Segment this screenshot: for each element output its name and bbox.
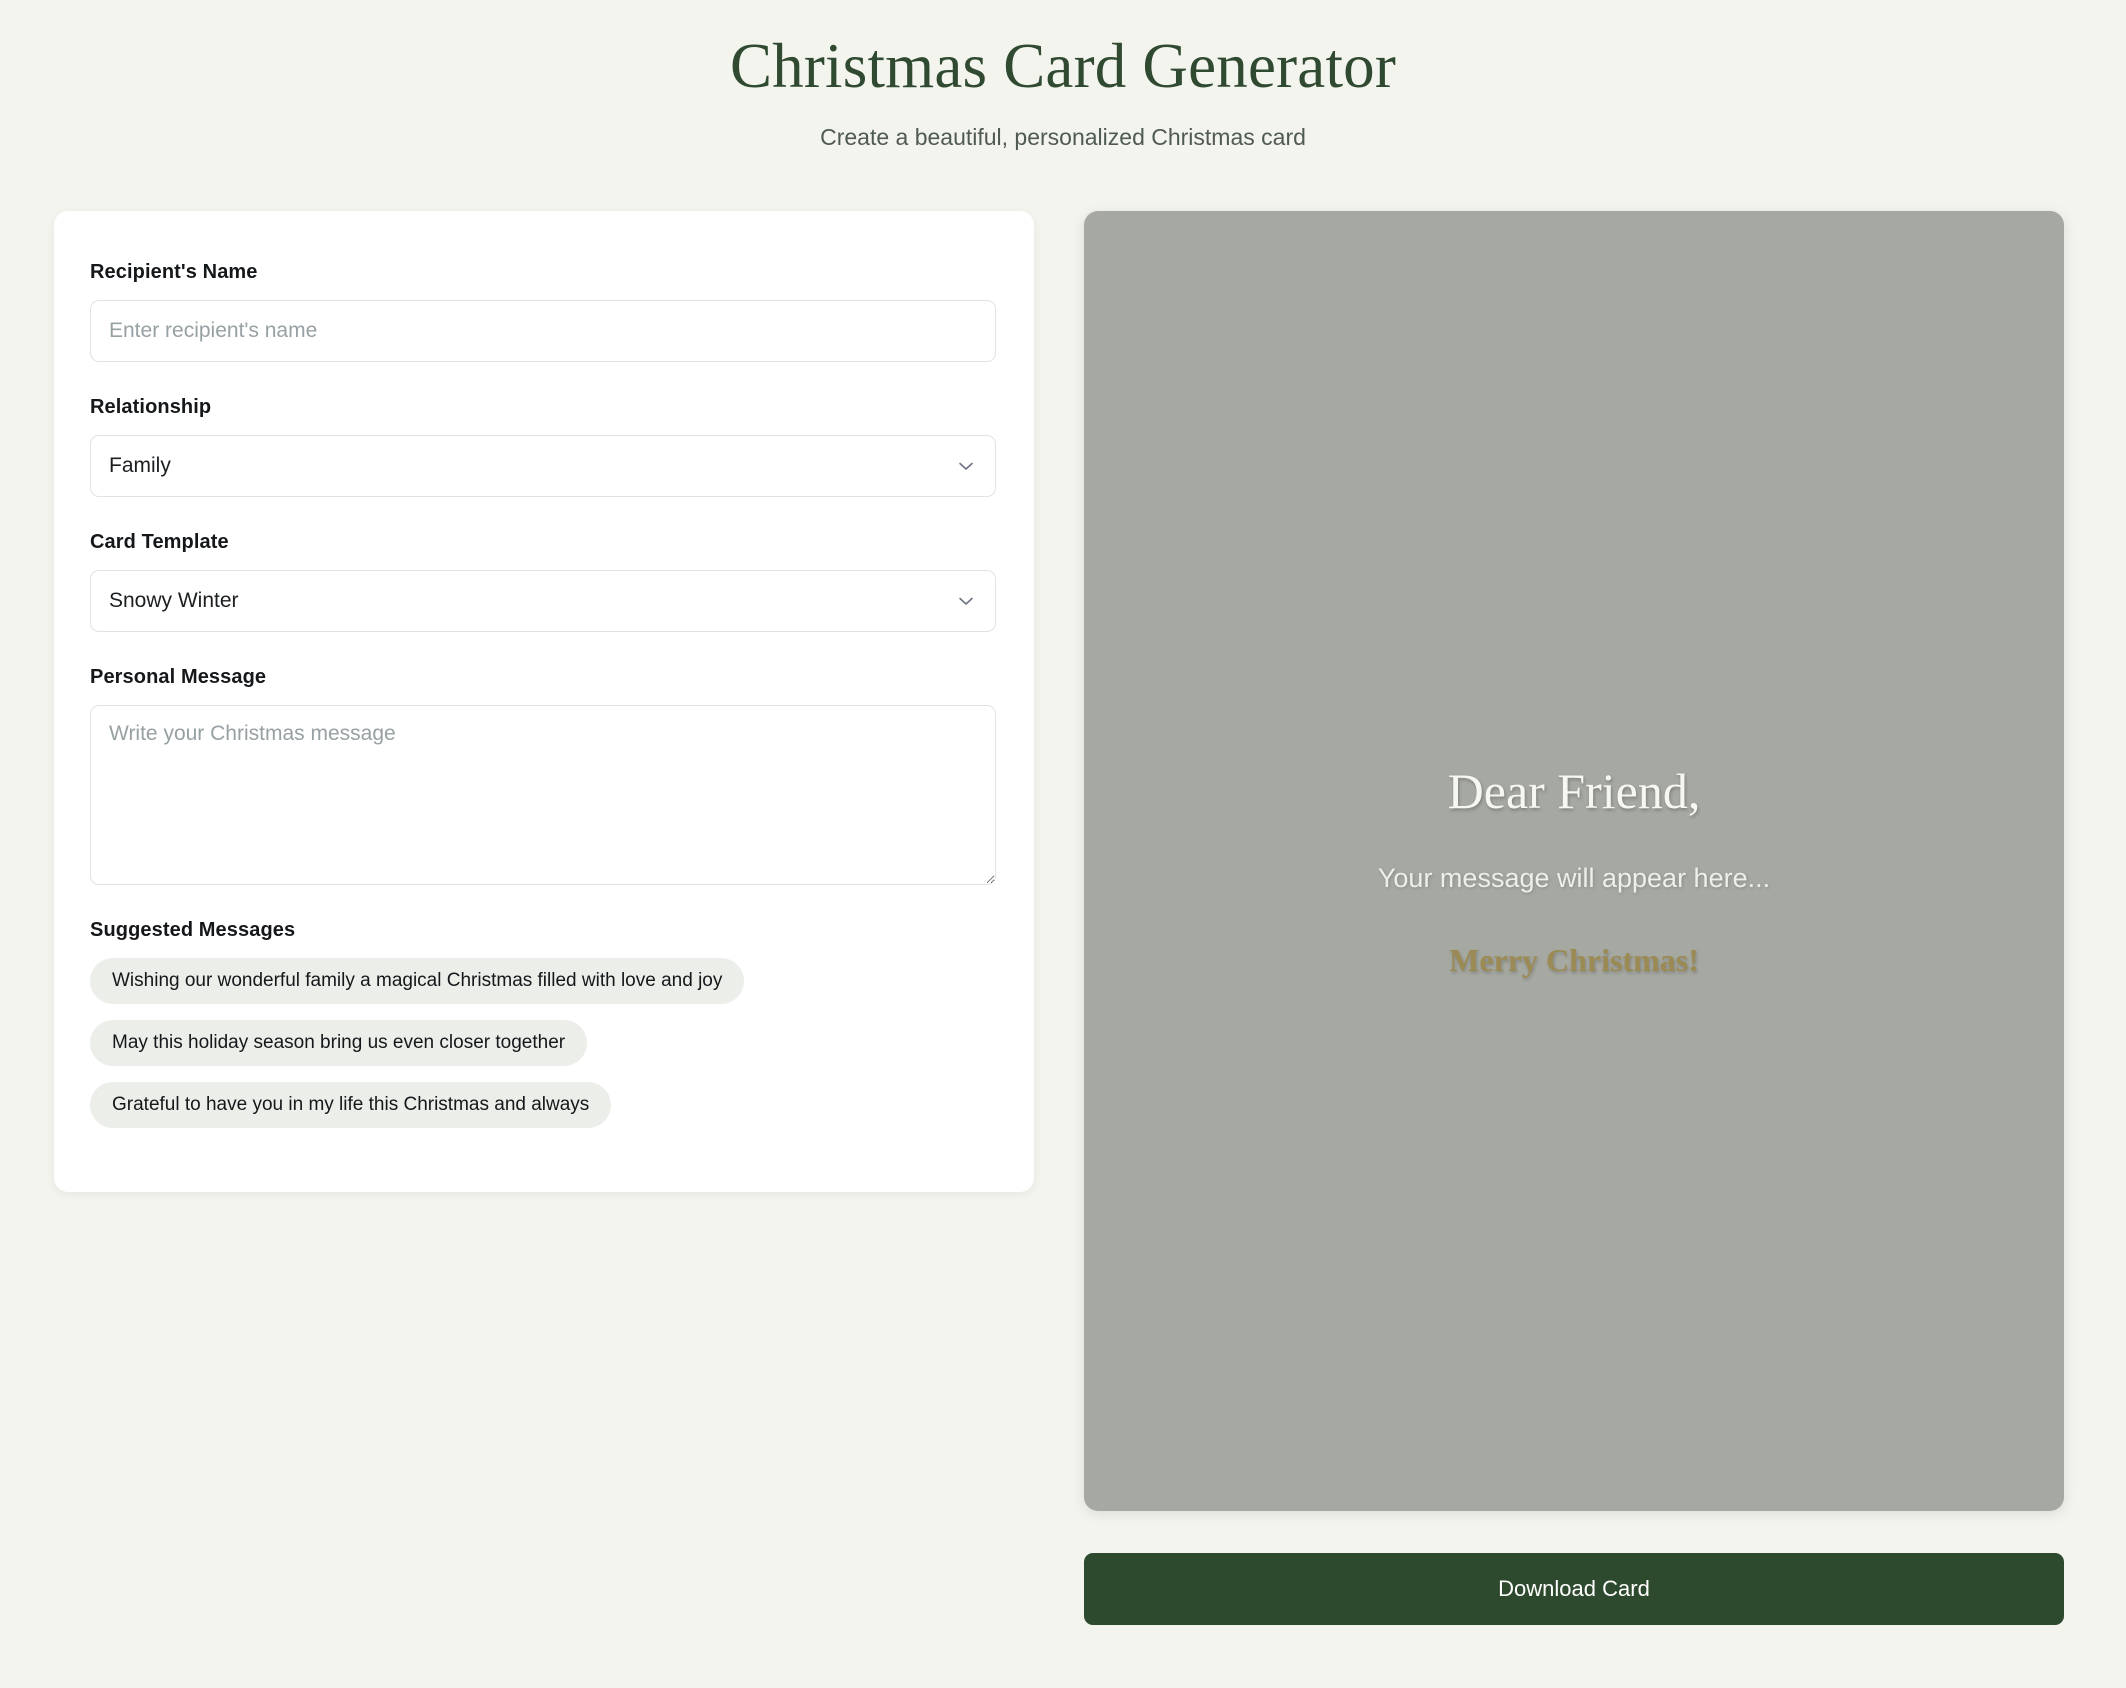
suggestion-chip[interactable]: Grateful to have you in my life this Christmas and always <box>90 1082 611 1128</box>
suggested-messages-label: Suggested Messages <box>90 919 296 942</box>
card-preview <box>1084 211 2064 1511</box>
field-personal-message <box>90 666 998 885</box>
relationship-label: Relationship <box>90 396 212 419</box>
recipient-name-input[interactable] <box>90 300 996 362</box>
download-card-button[interactable]: Download Card <box>1084 1553 2064 1625</box>
preview-panel <box>1084 211 2064 1625</box>
card-signoff: Merry Christmas! <box>1449 942 1699 979</box>
recipient-name-label: Recipient's Name <box>90 261 258 284</box>
field-card-template <box>90 531 998 632</box>
card-greeting: Dear Friend, <box>1447 763 1701 820</box>
suggestion-row <box>90 1082 998 1144</box>
field-relationship <box>90 396 998 497</box>
card-message: Your message will appear here... <box>1377 863 1771 894</box>
relationship-select[interactable] <box>90 435 996 497</box>
card-template-select-value[interactable]: Snowy Winter <box>90 570 996 632</box>
field-recipient-name <box>90 261 998 362</box>
page-subtitle: Create a beautiful, personalized Christmas card <box>820 124 1306 151</box>
main-layout <box>0 211 2126 1625</box>
suggestion-chip[interactable]: Wishing our wonderful family a magical Christmas filled with love and joy <box>90 958 744 1004</box>
card-template-label: Card Template <box>90 531 229 554</box>
relationship-select-value[interactable]: Family <box>90 435 996 497</box>
suggestion-row <box>90 1020 998 1082</box>
personal-message-label: Personal Message <box>90 666 267 689</box>
suggested-messages-section <box>90 919 998 1144</box>
suggestion-chip[interactable]: May this holiday season bring us even closer together <box>90 1020 587 1066</box>
suggestion-row <box>90 958 998 1020</box>
card-template-select[interactable] <box>90 570 996 632</box>
page-title: Christmas Card Generator <box>729 31 1397 101</box>
page-header <box>0 30 2126 151</box>
card-form-panel <box>54 211 1034 1192</box>
personal-message-input[interactable] <box>90 705 996 885</box>
